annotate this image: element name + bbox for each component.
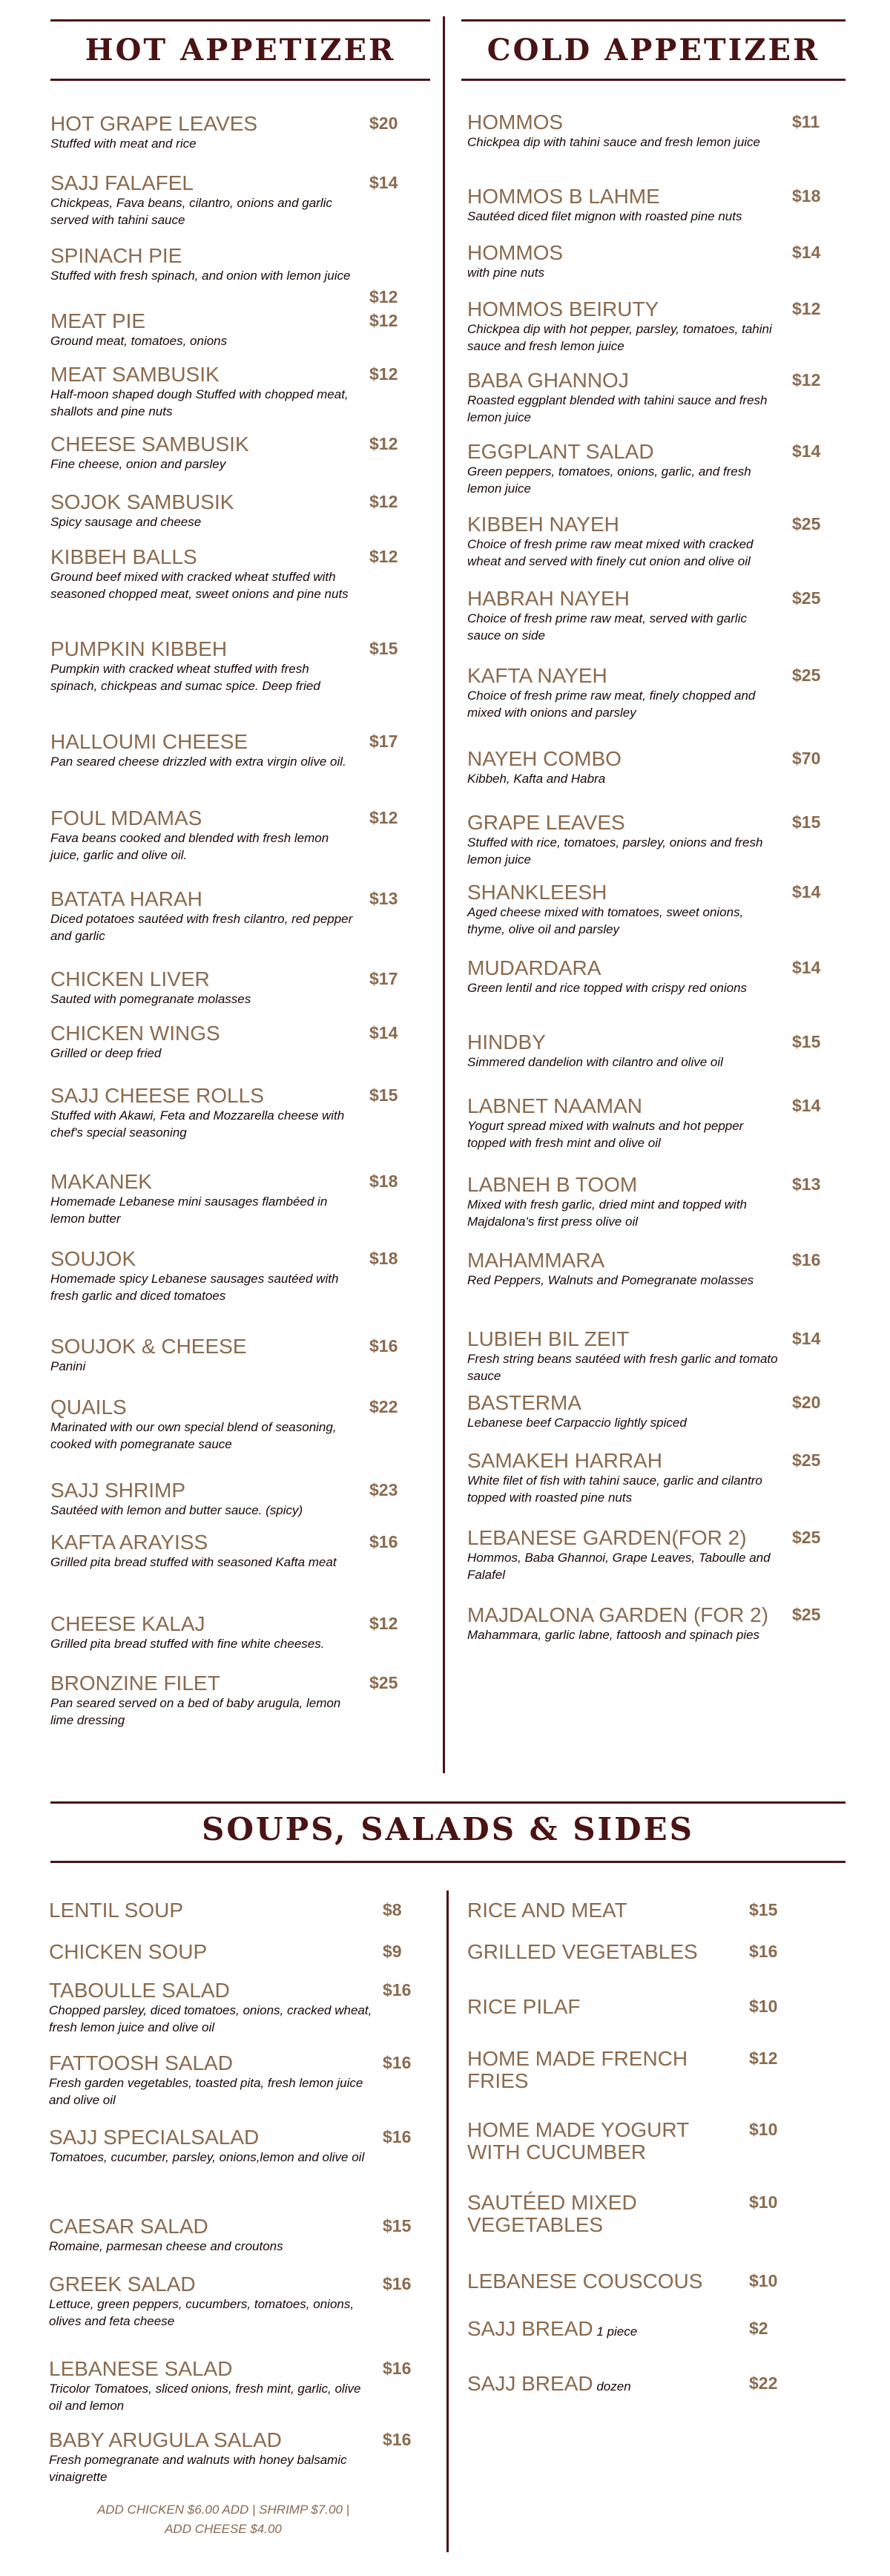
menu-item [49,2358,435,2414]
menu-item-name: TABOULLE SALAD [49,1979,230,2002]
soups-salads-list [49,0,435,2576]
menu-item-price: $15 [749,1900,778,1919]
menu-item-price: $20 [369,114,398,133]
menu-item-description: Hommos, Baba Ghannoi, Grape Leaves, Taboulle and Falafel [467,1551,771,1582]
menu-item-price: $16 [383,2127,412,2146]
menu-item-price: $12 [792,299,821,318]
menu-item [49,2215,435,2255]
menu-item-price: $12 [369,1614,398,1633]
menu-item-name: HOMMOS [467,111,564,134]
menu-item-name: BRONZINE FILET [50,1672,220,1695]
menu-item-price: $17 [369,969,398,988]
menu-item-description: Choice of fresh prime raw meat mixed with cracked wheat and served with finely cut onion and olive oil [467,537,754,568]
menu-item-name: BABA GHANNOJ [467,369,629,392]
menu-item-price: $12 [369,492,398,511]
menu-item-description: Fava beans cooked and blended with fresh lemon juice, garlic and olive oil. [50,831,329,862]
menu-item-name: KIBBEH BALLS [50,545,197,568]
menu-item-price: $25 [792,514,821,533]
menu-item-name: SAJJ SPECIALSALAD [49,2126,260,2149]
menu-item-description: Fresh string beans sautéed with fresh garlic and tomato sauce [467,1352,778,1383]
menu-item-price: $20 [792,1393,821,1412]
menu-item-description: Pan seared cheese drizzled with extra virgin olive oil. [50,755,346,769]
menu-item-price: $12 [369,287,398,306]
menu-item [49,1941,435,1963]
menu-item-name: GRAPE LEAVES [467,811,625,834]
menu-item-name: RICE PILAF [467,1995,581,2018]
menu-item-description: Aged cheese mixed with tomatoes, sweet onions, thyme, olive oil and parsley [467,905,744,936]
menu-item-description: Yogurt spread mixed with walnuts and hot pepper topped with fresh mint and olive oil [467,1119,744,1150]
menu-item-price: $12 [369,547,398,566]
menu-item-name: HOMMOS BEIRUTY [467,298,659,321]
menu-item-description: Sauted with pomegranate molasses [50,992,251,1006]
menu-item-price: $12 [369,434,398,453]
menu-item-description: Chickpeas, Fava beans, cilantro, onions and garlic served with tahini sauce [50,196,332,227]
menu-item-name: MAHAMMARA [467,1249,605,1272]
menu-item-price: $25 [369,1673,398,1692]
menu-item-name: MEAT SAMBUSIK [50,363,220,386]
menu-item-name: FOUL MDAMAS [50,806,202,829]
menu-item [49,2429,435,2485]
menu-item-price: $14 [369,1023,398,1042]
menu-item [467,2318,846,2343]
menu-item-price: $25 [792,588,821,608]
addons-note [49,2500,398,2539]
addons-line-1: ADD CHICKEN $6.00 ADD | SHRIMP $7.00 | [96,2503,350,2517]
menu-item-description: Sautéed diced filet mignon with roasted pine nuts [467,209,742,223]
menu-item-name: CAESAR SALAD [49,2215,208,2238]
menu-item-description: Fresh pomegranate and walnuts with honey balsamic vinaigrette [49,2453,347,2484]
menu-item-description: with pine nuts [467,266,544,280]
menu-item-name: SAJJ BREAD dozen [467,2372,631,2395]
menu-item-price: $14 [792,243,821,262]
menu-item-description: Homemade Lebanese mini sausages flambéed in lemon butter [50,1195,328,1226]
menu-item-description: Mixed with fresh garlic, dried mint and topped with Majdalona's first press olive oil [467,1197,748,1229]
menu-item-name: BATATA HARAH [50,887,202,910]
menu-item-price: $12 [369,311,398,330]
menu-item [467,1899,846,1922]
menu-item-description: Ground meat, tomatoes, onions [50,334,228,348]
menu-item-price: $10 [749,1997,778,2016]
menu-item-name: CHICKEN LIVER [50,967,210,990]
menu-item-description: Choice of fresh prime raw meat, served with garlic sauce on side [467,611,747,643]
menu-item-name: CHEESE KALAJ [50,1612,205,1635]
menu-item-price: $16 [383,2359,412,2378]
center-divider-bottom [446,1890,449,2552]
menu-item-description: Stuffed with Akawi, Feta and Mozzarella cheese with chef's special seasoning [50,1108,345,1140]
menu-item-description: Simmered dandelion with cilantro and olive oil [467,1055,723,1069]
menu-item-name: MEAT PIE [50,309,146,332]
menu-item-price: $16 [792,1250,821,1269]
menu-item-price: $16 [749,1942,778,1961]
menu-item-price: $23 [369,1480,398,1499]
menu-item-description: Pumpkin with cracked wheat stuffed with fresh spinach, chickpeas and sumac spice. Deep fried [50,662,320,693]
menu-item-description: Green lentil and rice topped with crispy red onions [467,981,748,995]
menu-item-price: $17 [369,732,398,751]
menu-item-description: Stuffed with rice, tomatoes, parsley, onions and fresh lemon juice [467,835,763,867]
menu-item-description: Pan seared served on a bed of baby arugula, lemon lime dressing [50,1696,341,1727]
menu-item-price: $14 [792,882,821,901]
menu-item-name: LEBANESE COUSCOUS [467,2270,703,2293]
menu-item-name: PUMPKIN KIBBEH [50,637,228,660]
menu-item-price: $22 [749,2373,778,2393]
menu-item-price: $8 [383,1900,402,1919]
menu-item-name: CHEESE SAMBUSIK [50,433,249,456]
menu-item-description: Chickpea dip with tahini sauce and fresh lemon juice [467,135,761,149]
menu-item-name: HOME MADE YOGURT WITH CUCUMBER [467,2118,689,2163]
sides-list [467,0,846,2576]
menu-item-note: 1 piece [593,2324,638,2339]
menu-item-description: Red Peppers, Walnuts and Pomegranate molasses [467,1273,754,1287]
menu-item-name: SOUJOK & CHEESE [50,1335,247,1358]
menu-item-name: GREEK SALAD [49,2273,196,2296]
menu-item-description: Ground beef mixed with cracked wheat stuffed with seasoned chopped meat, sweet onions and pine nuts [50,570,349,601]
menu-item-name: HINDBY [467,1031,546,1054]
menu-item-price: $15 [383,2216,412,2235]
menu-item-name: EGGPLANT SALAD [467,440,654,463]
menu-item-price: $14 [792,1329,821,1348]
menu-item-price: $11 [792,112,820,131]
menu-item-price: $18 [369,1249,398,1268]
menu-item-description: Lettuce, green peppers, cucumbers, tomatoes, onions, olives and feta cheese [49,2297,355,2328]
menu-item-description: Tricolor Tomatoes, sliced onions, fresh mint, garlic, olive oil and lemon [49,2382,361,2413]
menu-item-note: dozen [593,2379,631,2393]
menu-item-price: $25 [792,1528,821,1547]
menu-item-name: HALLOUMI CHEESE [50,730,248,753]
menu-item-name: HABRAH NAYEH [467,587,630,610]
menu-item-description: Mahammara, garlic labne, fattoosh and spinach pies [467,1628,760,1642]
menu-item-description: Stuffed with meat and rice [50,137,197,151]
menu-item [467,1996,846,2018]
menu-item-price: $14 [369,173,398,192]
menu-item-name: QUAILS [50,1396,127,1419]
menu-item-price: $16 [383,1980,412,2000]
menu-item-price: $14 [792,441,821,461]
menu-item-price: $16 [383,2430,412,2449]
menu-item-name: CHICKEN WINGS [50,1022,220,1045]
menu-item-price: $25 [792,1605,821,1624]
menu-item-price: $12 [749,2048,778,2068]
menu-item-name: SAJJ SHRIMP [50,1479,186,1502]
menu-item-name: SAJJ FALAFEL [50,171,194,194]
menu-item-name: KAFTA ARAYISS [50,1531,208,1554]
menu-item-description: Roasted eggplant blended with tahini sauce and fresh lemon juice [467,393,768,424]
menu-item-name: SAJJ CHEESE ROLLS [50,1084,264,1107]
menu-item-price: $12 [792,370,821,390]
menu-item-name: CHICKEN SOUP [49,1940,208,1963]
menu-item-description: Green peppers, tomatoes, onions, garlic, and fresh lemon juice [467,464,751,496]
menu-item-name: LABNEH B TOOM [467,1173,638,1196]
menu-item-price: $12 [369,808,398,827]
menu-item-price: $15 [792,1032,821,1051]
menu-item-price: $25 [792,666,821,685]
menu-item-name: LUBIEH BIL ZEIT [467,1327,630,1350]
menu-item-price: $10 [749,2192,778,2212]
menu-item-price: $14 [792,1096,821,1115]
menu-item-description: Homemade spicy Lebanese sausages sautéed with fresh garlic and diced tomatoes [50,1272,339,1303]
menu-item-price: $15 [369,1085,398,1105]
menu-item-name: LEBANESE GARDEN(FOR 2) [467,1526,747,1549]
menu-item-price: $10 [749,2120,778,2139]
menu-item-description: Fresh garden vegetables, toasted pita, fresh lemon juice and olive oil [49,2076,363,2107]
menu-item-name: HOME MADE FRENCH FRIES [467,2047,688,2092]
soups-salads-sides-heading: SOUPS, SALADS & SIDES [202,1811,694,1847]
menu-item [467,2270,846,2293]
menu-item-name: HOMMOS B LAHME [467,185,660,208]
menu-item-name: BASTERMA [467,1391,582,1414]
menu-item-price: $15 [792,812,821,832]
menu-item-name: MAJDALONA GARDEN (FOR 2) [467,1603,769,1626]
menu-item [467,2373,846,2398]
menu-item-name: GRILLED VEGETABLES [467,1940,698,1963]
menu-item-description: Grilled or deep fried [50,1046,162,1060]
menu-item-price: $16 [369,1532,398,1551]
menu-item-price: $18 [369,1172,398,1191]
menu-item-price: $12 [369,364,398,384]
menu-item-description: Marinated with our own special blend of seasoning, cooked with pomegranate sauce [50,1420,337,1451]
menu-item-name: HOMMOS [467,241,564,264]
cold-appetizer-heading: COLD APPETIZER [487,33,820,68]
menu-item-description: Stuffed with fresh spinach, and onion with lemon juice [50,269,351,283]
menu-item-name: SOUJOK [50,1247,136,1270]
menu-item-name: SOJOK SAMBUSIK [50,490,234,513]
menu-item-name: SAMAKEH HARRAH [467,1449,662,1472]
menu-item-name: MAKANEK [50,1170,152,1193]
menu-item-description: Romaine, parmesan cheese and croutons [49,2239,283,2253]
menu-item-name: LENTIL SOUP [49,1899,184,1922]
menu-item-description: Grilled pita bread stuffed with seasoned Kafta meat [50,1555,337,1569]
menu-item [467,2119,846,2163]
menu-item [49,2052,435,2109]
menu-item-name: FATTOOSH SALAD [49,2051,233,2074]
menu-item-price: $16 [369,1336,398,1356]
menu-item-name: NAYEH COMBO [467,747,622,770]
menu-item-price: $14 [792,958,821,977]
menu-item-price: $70 [792,749,821,768]
menu-item [467,1941,846,1963]
menu-item [467,2192,846,2236]
menu-item-name: LABNET NAAMAN [467,1094,642,1117]
menu-item-name: SPINACH PIE [50,244,182,267]
menu-item-name: RICE AND MEAT [467,1899,627,1922]
menu-item-description: Grilled pita bread stuffed with fine white cheeses. [50,1637,325,1651]
hot-appetizer-heading: HOT APPETIZER [85,33,396,68]
menu-item-name: SAJJ BREAD 1 piece [467,2317,638,2340]
menu-item-price: $22 [369,1397,398,1416]
menu-item-description: Lebanese beef Carpaccio lightly spiced [467,1416,687,1430]
menu-item [49,1979,435,2036]
menu-item-price: $16 [383,2274,412,2293]
menu-item-price: $10 [749,2271,778,2290]
addons-line-2: ADD CHEESE $4.00 [165,2522,282,2536]
menu-item-description: Diced potatoes sautéed with fresh cilantro, red pepper and garlic [50,912,353,943]
menu-item-price: $2 [749,2319,768,2338]
menu-item-description: Chopped parsley, diced tomatoes, onions, cracked wheat, fresh lemon juice and olive oil [49,2003,372,2034]
menu-item-description: Sautéed with lemon and butter sauce. (spicy) [50,1503,303,1517]
menu-item-description: Chickpea dip with hot pepper, parsley, tomatoes, tahini sauce and fresh lemon juice [467,322,772,353]
menu-item-name: MUDARDARA [467,956,601,979]
menu-item-description: Kibbeh, Kafta and Habra [467,772,606,786]
menu-item-price: $15 [369,639,398,658]
menu-item-description: Fine cheese, onion and parsley [50,457,226,471]
menu-item-price: $16 [383,2053,412,2072]
menu-item-name: LEBANESE SALAD [49,2357,233,2380]
menu-item-price: $9 [383,1942,402,1961]
menu-item-description: Spicy sausage and cheese [50,515,202,529]
menu-item-name: HOT GRAPE LEAVES [50,112,258,135]
menu-item-price: $18 [792,186,821,206]
menu-item-price: $13 [792,1174,821,1194]
menu-item-name: BABY ARUGULA SALAD [49,2428,282,2451]
menu-item-name: KAFTA NAYEH [467,664,607,687]
menu-item-name: SAUTÉED MIXED VEGETABLES [467,2191,637,2236]
menu-item-name: SHANKLEESH [467,881,607,904]
menu-item [467,2048,846,2092]
menu-item-price: $13 [369,889,398,908]
menu-item-name: KIBBEH NAYEH [467,513,619,536]
menu-item [49,1899,435,1922]
menu-item-description: Panini [50,1359,86,1373]
menu-item [49,2273,435,2330]
menu-item-description: Choice of fresh prime raw meat, finely chopped and mixed with onions and parsley [467,689,756,720]
menu-item-description: White filet of fish with tahini sauce, garlic and cilantro topped with roasted pine nuts [467,1473,762,1505]
menu-item [49,2126,435,2166]
menu-item-price: $25 [792,1450,821,1470]
menu-item-description: Half-moon shaped dough Stuffed with chopped meat, shallots and pine nuts [50,387,349,418]
menu-item-description: Tomatoes, cucumber, parsley, onions,lemon and olive oil [49,2150,365,2164]
